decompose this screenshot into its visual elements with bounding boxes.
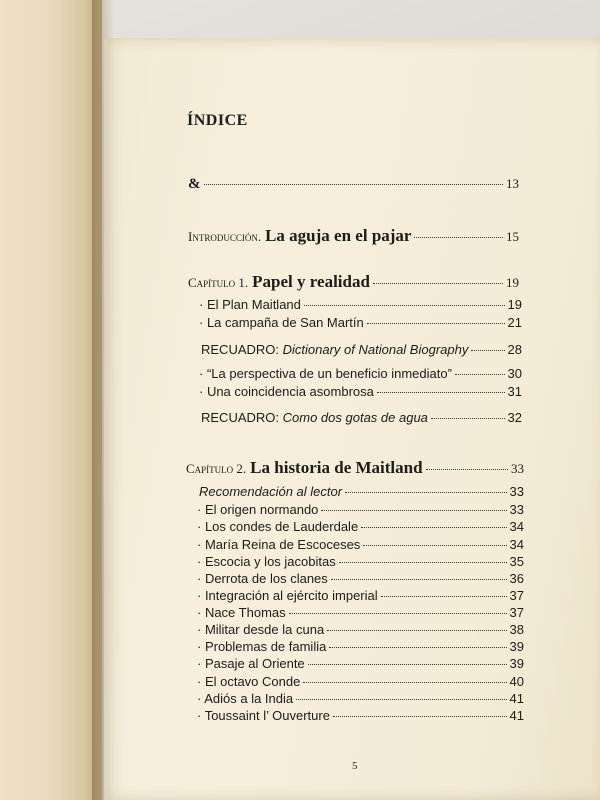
entry-prefix: RECUADRO: — [201, 342, 280, 357]
toc-title: ÍNDICE — [187, 112, 248, 129]
leader-dots — [333, 716, 507, 717]
entry-label: · Una coincidencia asombrosa — [199, 384, 374, 399]
page-number: 21 — [507, 315, 522, 330]
toc-entry — [201, 342, 522, 357]
entry-label: · Problemas de familia — [197, 639, 327, 654]
toc-entry — [197, 656, 524, 671]
leader-dots — [363, 545, 506, 546]
leader-dots — [367, 323, 505, 324]
entry-title: Como dos gotas de agua — [282, 410, 428, 425]
page-number: 34 — [509, 537, 524, 552]
entry-label: · El origen normando — [197, 502, 319, 517]
page-number: 33 — [509, 502, 524, 517]
toc-entry — [197, 571, 524, 586]
toc-entry — [188, 176, 519, 193]
leader-dots — [327, 630, 506, 631]
page-number: 32 — [507, 410, 522, 425]
entry-label: · Los condes de Lauderdale — [197, 519, 359, 534]
toc-entry — [199, 484, 524, 499]
leader-dots — [331, 579, 507, 580]
toc-entry — [197, 605, 524, 620]
entry-label — [188, 272, 370, 292]
entry-label: Recomendación al lector — [199, 484, 343, 499]
toc-entry — [197, 502, 524, 517]
entry-label: · Adiós a la India — [197, 691, 294, 706]
page-number: 39 — [509, 639, 524, 654]
page-number: 41 — [509, 691, 524, 706]
entry-label — [186, 458, 423, 478]
entry-label: · El octavo Conde — [197, 674, 301, 689]
ampersand-label: & — [188, 176, 201, 192]
page-number: 35 — [509, 554, 524, 569]
page-number: 19 — [507, 297, 522, 312]
toc-entry — [197, 639, 524, 654]
footer-page-number: 5 — [352, 760, 358, 772]
leader-dots — [289, 613, 507, 614]
entry-label: · Escocia y los jacobitas — [197, 554, 336, 569]
entry-label: · El Plan Maitland — [199, 297, 301, 312]
leader-dots — [361, 527, 506, 528]
toc-entry — [197, 519, 524, 534]
entry-label: · Toussaint l’ Ouverture — [197, 708, 330, 723]
leader-dots — [204, 184, 504, 185]
toc-entry — [199, 366, 522, 381]
toc-entry — [199, 315, 522, 330]
page-number: 13 — [506, 176, 519, 191]
leader-dots — [471, 350, 504, 351]
leader-dots — [426, 469, 508, 470]
toc-entry — [199, 384, 522, 399]
entry-label — [201, 410, 428, 425]
entry-label: · Derrota de los clanes — [197, 571, 328, 586]
entry-prefix: RECUADRO: — [201, 410, 280, 425]
entry-label: · María Reina de Escoceses — [197, 537, 361, 552]
page-number: 37 — [509, 588, 524, 603]
toc-entry — [197, 537, 524, 552]
leader-dots — [377, 392, 505, 393]
entry-title: La historia de Maitland — [250, 458, 423, 477]
page-number: 41 — [509, 708, 524, 723]
page-number: 28 — [507, 342, 522, 357]
toc-entry — [197, 674, 524, 689]
leader-dots — [303, 682, 506, 683]
entry-label: · Integración al ejército imperial — [197, 588, 378, 603]
entry-title: Dictionary of National Biography — [282, 342, 469, 357]
toc-entry — [201, 410, 522, 425]
leader-dots — [414, 237, 503, 238]
toc-entry — [197, 691, 524, 706]
toc-entry — [197, 708, 524, 723]
toc-entry — [197, 622, 524, 637]
page-number: 33 — [509, 484, 524, 499]
leader-dots — [339, 562, 507, 563]
toc-entry — [197, 588, 524, 603]
toc-entry — [199, 297, 522, 312]
toc-entry — [197, 554, 524, 569]
entry-label — [201, 342, 468, 357]
page-number: 37 — [509, 605, 524, 620]
page-number: 39 — [509, 656, 524, 671]
entry-title: La aguja en el pajar — [265, 226, 412, 245]
leader-dots — [304, 305, 505, 306]
entry-label: · Nace Thomas — [197, 605, 286, 620]
page-number: 30 — [507, 366, 522, 381]
page-number: 34 — [509, 519, 524, 534]
toc-entry — [188, 226, 519, 246]
entry-prefix: Introducción. — [188, 229, 262, 244]
entry-title: Papel y realidad — [252, 272, 370, 291]
leader-dots — [321, 510, 506, 511]
page-number: 36 — [509, 571, 524, 586]
leader-dots — [373, 283, 503, 284]
entry-prefix: Capítulo 1. — [188, 275, 249, 290]
page-number: 15 — [506, 229, 519, 244]
page-number: 19 — [506, 275, 519, 290]
leader-dots — [381, 596, 507, 597]
entry-prefix: Capítulo 2. — [186, 461, 247, 476]
entry-label: · “La perspectiva de un beneficio inmediato” — [199, 366, 452, 381]
toc-entry — [186, 458, 524, 478]
entry-label: · La campaña de San Martín — [199, 315, 364, 330]
leader-dots — [329, 647, 506, 648]
leader-dots — [296, 699, 506, 700]
page-number: 38 — [509, 622, 524, 637]
leader-dots — [455, 374, 505, 375]
page-number: 40 — [509, 674, 524, 689]
entry-label: · Militar desde la cuna — [197, 622, 325, 637]
entry-label — [188, 226, 411, 246]
leader-dots — [345, 492, 506, 493]
leader-dots — [308, 664, 507, 665]
page-number: 31 — [507, 384, 522, 399]
leader-dots — [431, 418, 505, 419]
toc-entry — [188, 272, 519, 292]
entry-label: · Pasaje al Oriente — [197, 656, 305, 671]
page-number: 33 — [511, 461, 524, 476]
